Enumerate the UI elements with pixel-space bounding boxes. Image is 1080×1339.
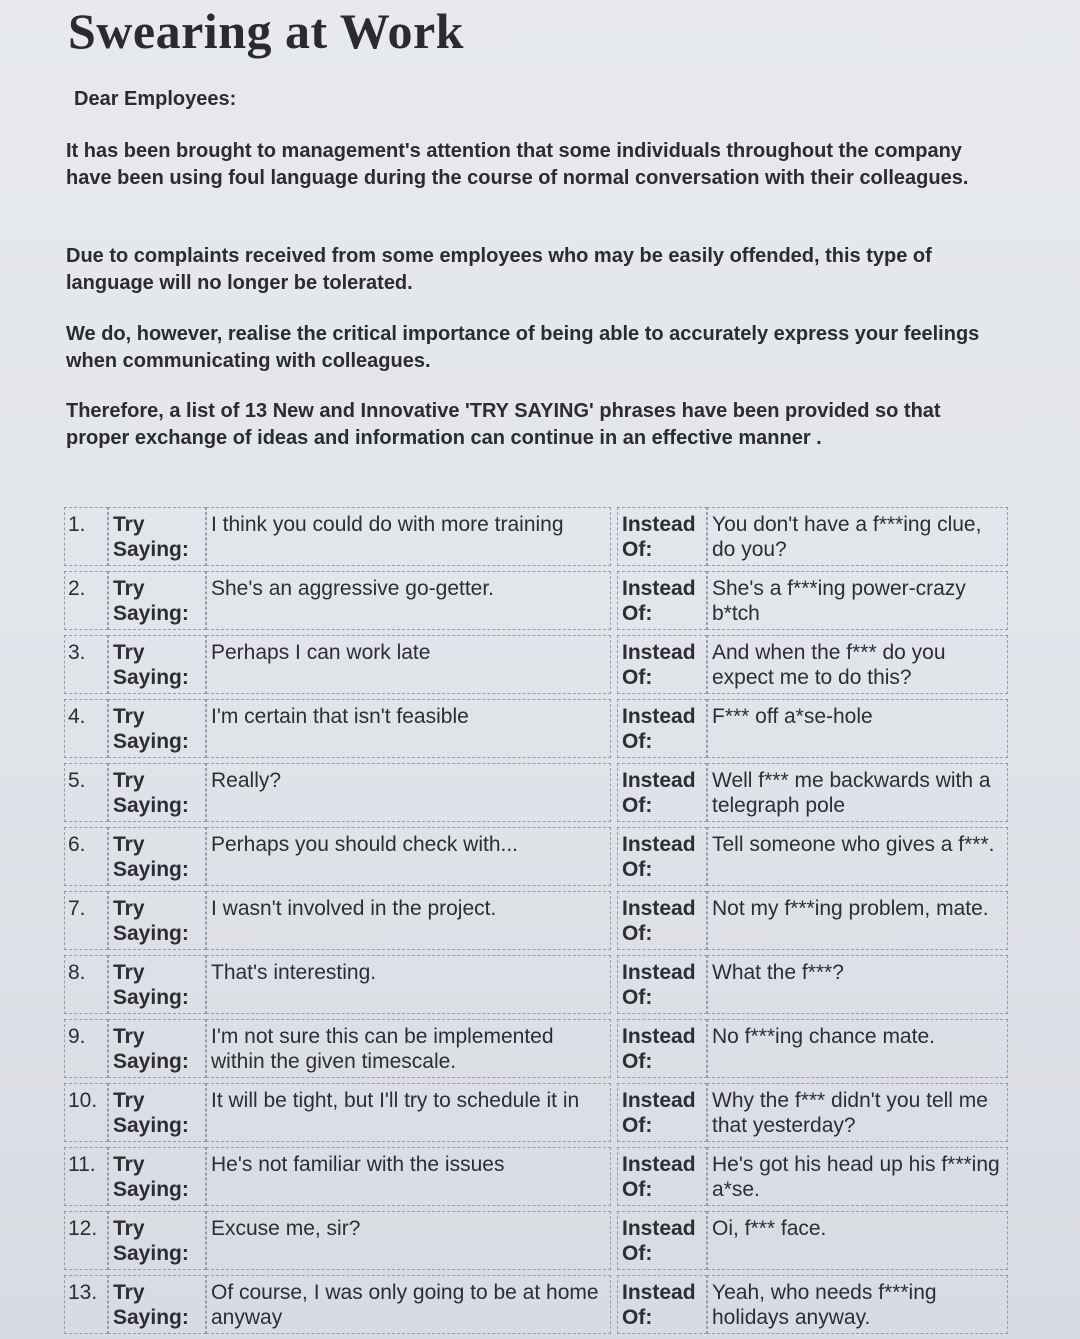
phrase-row (64, 891, 1008, 950)
paragraph: We do, however, realise the critical importance of being able to accurately express your feelings when communicating with colleagues. (66, 323, 980, 372)
instead-of-label: Instead Of: (617, 763, 707, 822)
try-saying-label: Try Saying: (108, 635, 206, 694)
instead-of-phrase: Well f*** me backwards with a telegraph pole (707, 763, 1008, 822)
try-saying-label: Try Saying: (108, 1147, 206, 1206)
phrase-row (64, 571, 1008, 630)
instead-of-phrase: You don't have a f***ing clue, do you? (707, 507, 1008, 566)
try-saying-phrase: I'm not sure this can be implemented within the given timescale. (206, 1019, 611, 1078)
instead-of-phrase: Why the f*** didn't you tell me that yesterday? (707, 1083, 1008, 1142)
row-number: 3. (64, 635, 108, 694)
try-saying-phrase: Of course, I was only going to be at home anyway (206, 1275, 611, 1334)
instead-of-phrase: Not my f***ing problem, mate. (707, 891, 1008, 950)
instead-of-label: Instead Of: (617, 635, 707, 694)
instead-of-label: Instead Of: (617, 1083, 707, 1142)
try-saying-phrase: I'm certain that isn't feasible (206, 699, 611, 758)
instead-of-phrase: Oi, f*** face. (707, 1211, 1008, 1270)
row-number: 13. (64, 1275, 108, 1334)
try-saying-phrase: Perhaps I can work late (206, 635, 611, 694)
try-saying-label: Try Saying: (108, 699, 206, 758)
try-saying-label: Try Saying: (108, 763, 206, 822)
row-number: 1. (64, 507, 108, 566)
paragraph: It has been brought to management's attention that some individuals throughout the company have been using foul language during the course of normal conversation with their colleagues. (66, 140, 969, 189)
row-number: 6. (64, 827, 108, 886)
phrase-row (64, 635, 1008, 694)
instead-of-phrase: And when the f*** do you expect me to do this? (707, 635, 1008, 694)
try-saying-label: Try Saying: (108, 507, 206, 566)
try-saying-label: Try Saying: (108, 955, 206, 1014)
instead-of-label: Instead Of: (617, 955, 707, 1014)
row-number: 10. (64, 1083, 108, 1142)
instead-of-phrase: What the f***? (707, 955, 1008, 1014)
try-saying-phrase: I wasn't involved in the project. (206, 891, 611, 950)
row-number: 7. (64, 891, 108, 950)
try-saying-label: Try Saying: (108, 571, 206, 630)
row-number: 4. (64, 699, 108, 758)
try-saying-label: Try Saying: (108, 1211, 206, 1270)
instead-of-label: Instead Of: (617, 1019, 707, 1078)
try-saying-phrase: Perhaps you should check with... (206, 827, 611, 886)
instead-of-phrase: He's got his head up his f***ing a*se. (707, 1147, 1008, 1206)
row-number: 2. (64, 571, 108, 630)
try-saying-phrase: It will be tight, but I'll try to schedule it in (206, 1083, 611, 1142)
try-saying-phrase: He's not familiar with the issues (206, 1147, 611, 1206)
paragraph: Therefore, a list of 13 New and Innovative 'TRY SAYING' phrases have been provided so that proper exchange of ideas and information can continue in an effective manner . (66, 400, 941, 449)
phrase-row (64, 507, 1008, 566)
instead-of-label: Instead Of: (617, 827, 707, 886)
greeting: Dear Employees: (74, 88, 237, 110)
page-title: Swearing at Work (68, 3, 464, 59)
try-saying-phrase: Really? (206, 763, 611, 822)
phrase-row (64, 1147, 1008, 1206)
try-saying-phrase: Excuse me, sir? (206, 1211, 611, 1270)
try-saying-phrase: That's interesting. (206, 955, 611, 1014)
instead-of-phrase: Tell someone who gives a f***. (707, 827, 1008, 886)
instead-of-label: Instead Of: (617, 1147, 707, 1206)
instead-of-phrase: Yeah, who needs f***ing holidays anyway. (707, 1275, 1008, 1334)
phrase-row (64, 955, 1008, 1014)
try-saying-label: Try Saying: (108, 891, 206, 950)
phrase-row (64, 1019, 1008, 1078)
row-number: 11. (64, 1147, 108, 1206)
row-number: 9. (64, 1019, 108, 1078)
row-number: 12. (64, 1211, 108, 1270)
phrase-row (64, 827, 1008, 886)
try-saying-label: Try Saying: (108, 1083, 206, 1142)
try-saying-label: Try Saying: (108, 827, 206, 886)
instead-of-label: Instead Of: (617, 507, 707, 566)
instead-of-label: Instead Of: (617, 1211, 707, 1270)
instead-of-phrase: No f***ing chance mate. (707, 1019, 1008, 1078)
instead-of-label: Instead Of: (617, 1275, 707, 1334)
paragraph: Due to complaints received from some employees who may be easily offended, this type of language will no longer be tolerated. (66, 245, 932, 294)
instead-of-label: Instead Of: (617, 571, 707, 630)
try-saying-phrase: I think you could do with more training (206, 507, 611, 566)
try-saying-label: Try Saying: (108, 1275, 206, 1334)
phrase-row (64, 763, 1008, 822)
phrase-row (64, 699, 1008, 758)
try-saying-phrase: She's an aggressive go-getter. (206, 571, 611, 630)
instead-of-phrase: F*** off a*se-hole (707, 699, 1008, 758)
instead-of-label: Instead Of: (617, 699, 707, 758)
phrase-row (64, 1275, 1008, 1334)
try-saying-label: Try Saying: (108, 1019, 206, 1078)
row-number: 5. (64, 763, 108, 822)
phrase-row (64, 1211, 1008, 1270)
instead-of-label: Instead Of: (617, 891, 707, 950)
row-number: 8. (64, 955, 108, 1014)
instead-of-phrase: She's a f***ing power-crazy b*tch (707, 571, 1008, 630)
phrase-row (64, 1083, 1008, 1142)
phrases-table (64, 507, 1008, 1339)
